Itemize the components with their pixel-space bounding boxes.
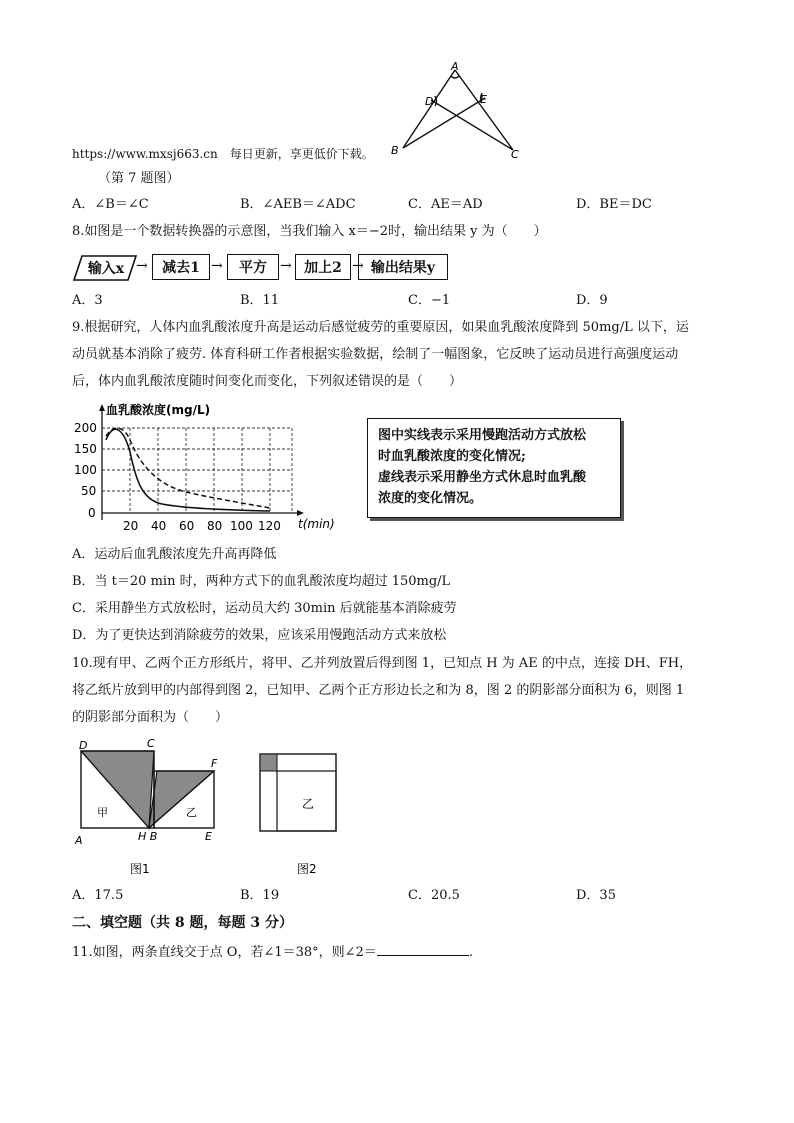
q9-ytick-150: 150 [74, 442, 97, 456]
q10-figure-2 [255, 736, 365, 881]
q8-stem: 8.如图是一个数据转换器的示意图，当我们输入 x＝−2时，输出结果 y 为（ ） [72, 224, 547, 239]
q7-option-b: B．∠AEB＝∠ADC [240, 197, 356, 212]
section2-title: 二、填空题（共 8 题，每题 3 分） [72, 915, 293, 931]
q9-xtick-120: 120 [258, 519, 281, 533]
q10-fig1-label-f: F [211, 757, 218, 770]
q10-option-b: B．19 [240, 888, 280, 903]
arrow-icon: → [136, 258, 148, 274]
q9-xtick-20: 20 [123, 519, 139, 533]
q8-flow-step2: 平方 [227, 254, 279, 280]
q9-xtick-40: 40 [151, 519, 167, 533]
q10-figure-1 [72, 736, 232, 881]
q10-fig1-label-jia: 甲 [97, 806, 108, 819]
q10-option-c: C．20.5 [408, 888, 460, 903]
q10-option-d: D．35 [576, 888, 616, 903]
q9-option-c: C．采用静坐方式放松时，运动员大约 30min 后就能基本消除疲劳 [72, 601, 457, 616]
q7-caption: （第 7 题图） [98, 171, 180, 186]
q9-dashed-curve [106, 428, 270, 508]
q9-stem-line2: 动员就基本消除了疲劳. 体育科研工作者根据实验数据，绘制了一幅图象，它反映了运动员进行高强度运动 [72, 347, 679, 362]
q9-xtick-80: 80 [207, 519, 223, 533]
q11-answer-blank[interactable] [377, 942, 469, 956]
q7-option-d: D．BE＝DC [576, 197, 652, 212]
q7-label-e: E [480, 93, 487, 106]
q10-fig2-caption: 图2 [297, 862, 317, 876]
arrow-icon: → [280, 258, 292, 274]
q10-stem-line1: 10.现有甲、乙两个正方形纸片，将甲、乙并列放置后得到图 1，已知点 H 为 AE 的中点，连接 DH、FH， [72, 656, 693, 671]
q8-option-c: C．−1 [408, 293, 451, 308]
q9-note-line2: 时血乳酸浓度的变化情况; [378, 449, 526, 464]
q10-fig1-label-e: E [205, 830, 212, 843]
q9-option-b: B．当 t＝20 min 时，两种方式下的血乳酸浓度均超过 150mg/L [72, 574, 451, 589]
q7-label-c: C [511, 148, 519, 161]
q7-option-a: A．∠B＝∠C [72, 197, 149, 212]
q10-option-a: A．17.5 [72, 888, 124, 903]
q10-stem-line3: 的阴影部分面积为（ ） [72, 710, 229, 725]
q9-note-box [367, 418, 621, 518]
q9-xtick-60: 60 [179, 519, 195, 533]
q9-ytick-0: 0 [88, 506, 96, 520]
q9-stem-line1: 9.根据研究，人体内血乳酸浓度升高是运动后感觉疲劳的重要原因，如果血乳酸浓度降到 50mg/L 以下，运 [72, 320, 689, 335]
q10-fig1-label-hb: H B [138, 830, 158, 843]
q9-option-d: D．为了更快达到消除疲劳的效果，应该采用慢跑活动方式来放松 [72, 628, 447, 643]
q10-fig1-label-d: D [79, 739, 88, 752]
q9-lactate-chart [72, 400, 352, 535]
q9-ytick-200: 200 [74, 421, 97, 435]
q7-label-d: D [425, 95, 434, 108]
arrow-icon: → [352, 258, 364, 274]
q8-flow-step1: 减去1 [152, 254, 210, 280]
q11-period: . [468, 945, 473, 960]
arrow-icon: → [211, 258, 223, 274]
watermark-text: https://www.mxsj663.cn 每日更新，享更低价下载。 [72, 147, 374, 161]
q8-option-a: A．3 [72, 293, 103, 308]
q10-fig1-label-a: A [75, 834, 83, 847]
q8-flow-output: 输出结果y [358, 254, 448, 280]
q9-chart-ylabel: 血乳酸浓度(mg/L) [106, 403, 211, 417]
q9-chart-xlabel: t(min) [298, 517, 335, 531]
q8-option-d: D．9 [576, 293, 608, 308]
q9-option-a: A．运动后血乳酸浓度先升高再降低 [72, 547, 277, 562]
q9-xtick-100: 100 [230, 519, 253, 533]
q8-flow-input: 输入x [87, 261, 125, 277]
q8-flowchart [72, 254, 452, 282]
q10-fig1-caption: 图1 [130, 862, 150, 876]
q7-triangle-figure [385, 58, 535, 163]
q11-stem [72, 942, 473, 962]
q9-note-line3: 虚线表示采用静坐方式休息时血乳酸 [378, 470, 587, 485]
q10-stem-line2: 将乙纸片放到甲的内部得到图 2，已知甲、乙两个正方形边长之和为 8，图 2 的阴影部分面积为 6，则图 1 [72, 683, 685, 698]
q7-option-c: C．AE＝AD [408, 197, 483, 212]
q9-stem-line3: 后，体内血乳酸浓度随时间变化而变化，下列叙述错误的是（ ） [72, 374, 463, 389]
q9-note-line4: 浓度的变化情况。 [378, 491, 483, 506]
q9-ytick-50: 50 [81, 484, 97, 498]
q7-label-a: A [451, 60, 459, 73]
q7-label-b: B [391, 144, 399, 157]
q10-fig2-label-yi: 乙 [302, 797, 315, 811]
q9-ytick-100: 100 [74, 463, 97, 477]
q8-option-b: B．11 [240, 293, 280, 308]
q10-fig1-label-yi: 乙 [186, 806, 197, 819]
q8-flow-step3: 加上2 [295, 254, 351, 280]
q11-text: 11.如图，两条直线交于点 O，若∠1＝38°，则∠2＝ [72, 945, 377, 960]
q10-fig1-label-c: C [147, 737, 155, 750]
q9-note-line1: 图中实线表示采用慢跑活动方式放松 [378, 428, 587, 443]
